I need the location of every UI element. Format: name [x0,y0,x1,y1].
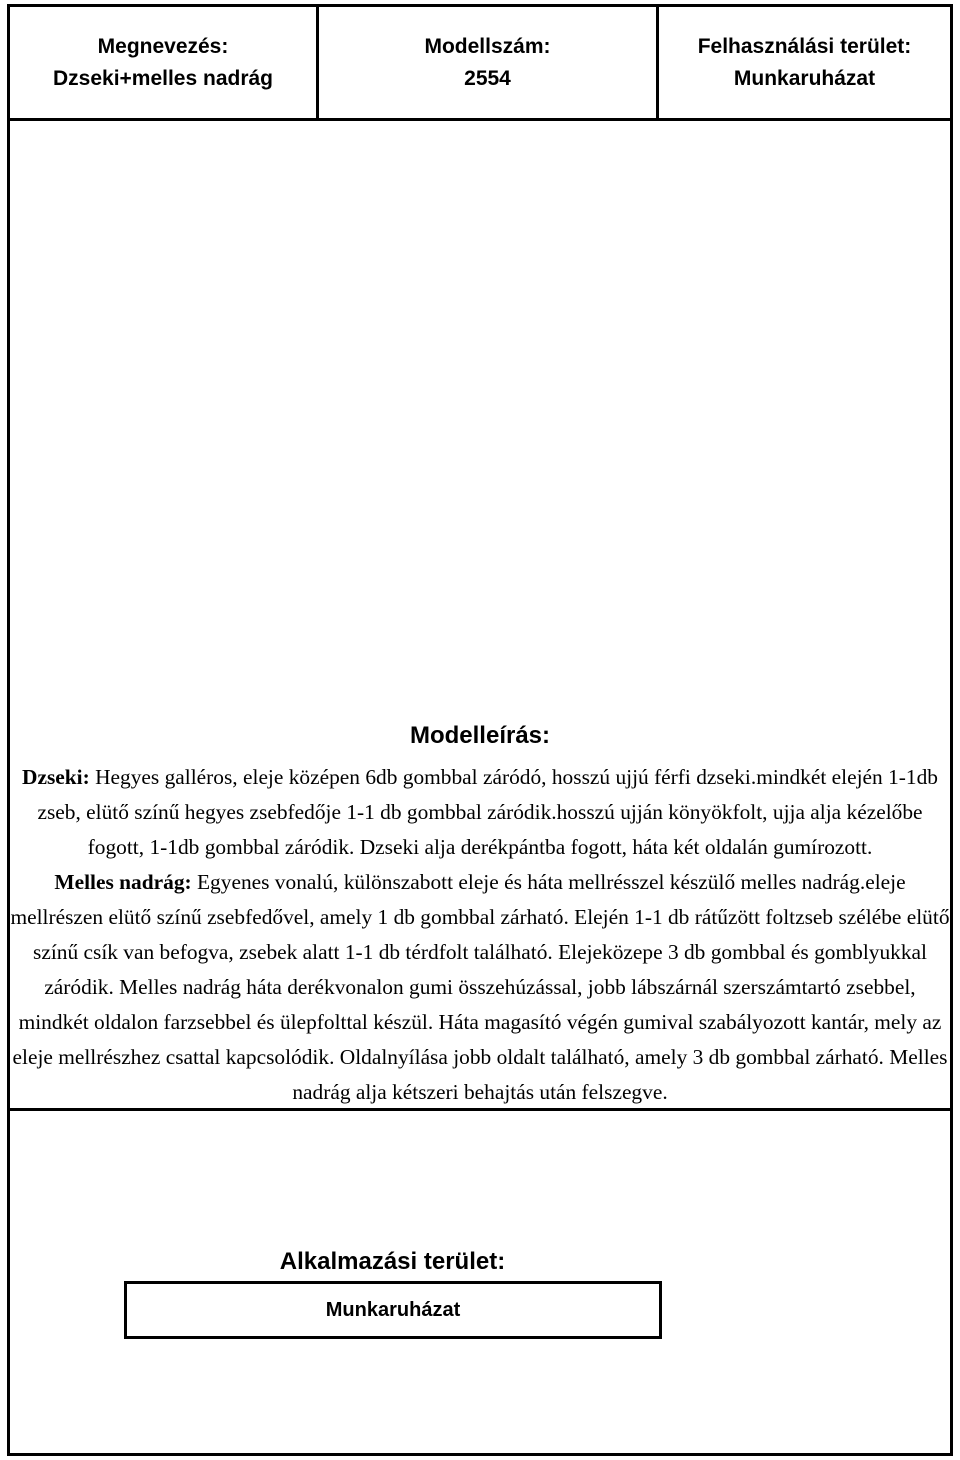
application-title: Alkalmazási terület: [279,1248,506,1275]
jacket-label: Dzseki: [22,765,90,789]
pants-text: Egyenes vonalú, különszabott eleje és háta mellrésszel készülő melles nadrág.eleje mellrészen elütő színű zsebfedővel, amely 1 db gombbal zárható. Elején 1-1 db rátűzött foltzseb szélébe elütő színű csík van befogva, zsebek alatt 1-1 db térdfolt található. Elejeközepe 3 db gombbal és gomblyukkal záródik. Melles nadrág háta derékvonalon gumi összehúzással, jobb lábszárnál szerszámtartó zsebbel, mindkét oldalon farzsebbel és ülepfolttal készül. Háta magasító végén gumival szabályozott kantár, mely az eleje mellrészhez csattal kapcsolódik. Oldalnyílása jobb oldalt található, amely 3 db gombbal zárható. Melles nadrág alja kétszeri behajtás után felszegve. [10,870,950,1104]
description-title: Modelleírás: [409,722,551,749]
description-body [10,760,950,1110]
pants-label: Melles nadrág: [54,870,192,894]
header-cell-model [316,4,659,121]
application-value: Munkaruházat [124,1281,662,1339]
model-label: Modellszám: [424,34,551,58]
header-cell-usage [656,4,953,121]
jacket-text: Hegyes galléros, eleje középen 6db gombbal záródó, hosszú ujjú férfi dzseki.mindkét elején 1-1db zseb, elütő színű hegyes zsebfedője 1-1 db gombbal záródik.hosszú ujján könyökfolt, ujja alja kézelőbe fogott, 1-1db gombbal záródik. Dzseki alja derékpántba fogott, háta két oldalán gumírozott. [37,765,938,859]
application-box [7,1108,953,1456]
model-value: 2554 [464,66,511,90]
usage-label: Felhasználási terület: [697,34,912,58]
name-value: Dzseki+melles nadrág [52,66,274,90]
description-box [7,118,953,1111]
usage-value: Munkaruházat [733,66,876,90]
name-label: Megnevezés: [97,34,229,58]
header-cell-name [7,4,319,121]
